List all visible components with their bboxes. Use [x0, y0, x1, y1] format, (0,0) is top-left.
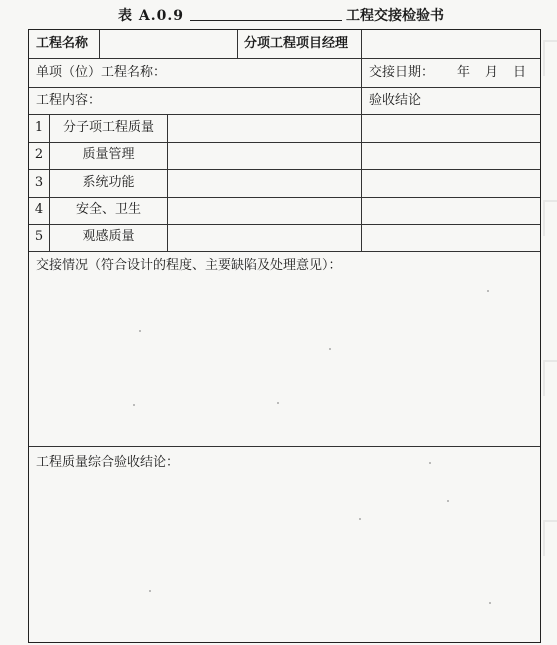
item-number: 3: [34, 175, 44, 190]
col-divider: [99, 30, 100, 58]
row-divider: [29, 114, 540, 115]
date-day: 日: [513, 65, 527, 80]
scan-speck: [489, 602, 491, 604]
row-divider: [29, 169, 540, 170]
conclusion-label: 验收结论: [369, 93, 422, 108]
item-number: 2: [34, 147, 44, 162]
item-name: 分子项工程质量: [62, 120, 154, 135]
quality-conclusion-area[interactable]: [31, 475, 538, 640]
row-divider: [29, 197, 540, 198]
watermark-mark: [543, 200, 557, 236]
scan-speck: [359, 518, 361, 520]
item-name: 系统功能: [82, 175, 135, 190]
scan-speck: [139, 330, 141, 332]
col-divider: [361, 30, 362, 251]
watermark-mark: [543, 40, 557, 76]
handover-inspection-form: [28, 29, 541, 643]
row-divider: [29, 142, 540, 143]
item-number: 4: [34, 202, 44, 217]
col-divider: [237, 30, 238, 58]
row-divider: [29, 251, 540, 252]
handover-status-area[interactable]: [31, 278, 538, 443]
scan-speck: [133, 404, 135, 406]
title-blank-line: [190, 20, 342, 21]
scan-speck: [447, 500, 449, 502]
quality-conclusion-label: 工程质量综合验收结论：: [36, 455, 180, 470]
col-divider: [167, 114, 168, 251]
content-label: 工程内容：: [36, 93, 102, 108]
watermark-mark: [543, 360, 557, 396]
row-divider: [29, 87, 540, 88]
section-divider: [29, 446, 540, 447]
item-name: 安全、卫生: [75, 202, 141, 217]
scan-speck: [487, 290, 489, 292]
item-number: 5: [34, 229, 44, 244]
item-name: 质量管理: [82, 147, 135, 162]
table-code: 表 A.0.9: [118, 8, 184, 24]
item-name: 观感质量: [82, 229, 135, 244]
row-divider: [29, 224, 540, 225]
watermark-mark: [543, 520, 557, 556]
scan-speck: [277, 402, 279, 404]
unit-name-label: 单项（位）工程名称：: [36, 65, 167, 80]
item-number: 1: [34, 120, 44, 135]
project-name-label: 工程名称: [36, 36, 89, 51]
scan-speck: [149, 590, 151, 592]
manager-label: 分项工程项目经理: [244, 36, 349, 51]
scan-speck: [329, 348, 331, 350]
form-title: 工程交接检验书: [346, 8, 444, 24]
handover-date-label: 交接日期：: [369, 65, 435, 80]
table-title-row: [0, 0, 557, 26]
date-month: 月: [485, 65, 499, 80]
handover-status-label: 交接情况（符合设计的程度、主要缺陷及处理意见）：: [36, 258, 342, 273]
row-divider: [29, 58, 540, 59]
scan-speck: [429, 462, 431, 464]
date-year: 年: [457, 65, 471, 80]
